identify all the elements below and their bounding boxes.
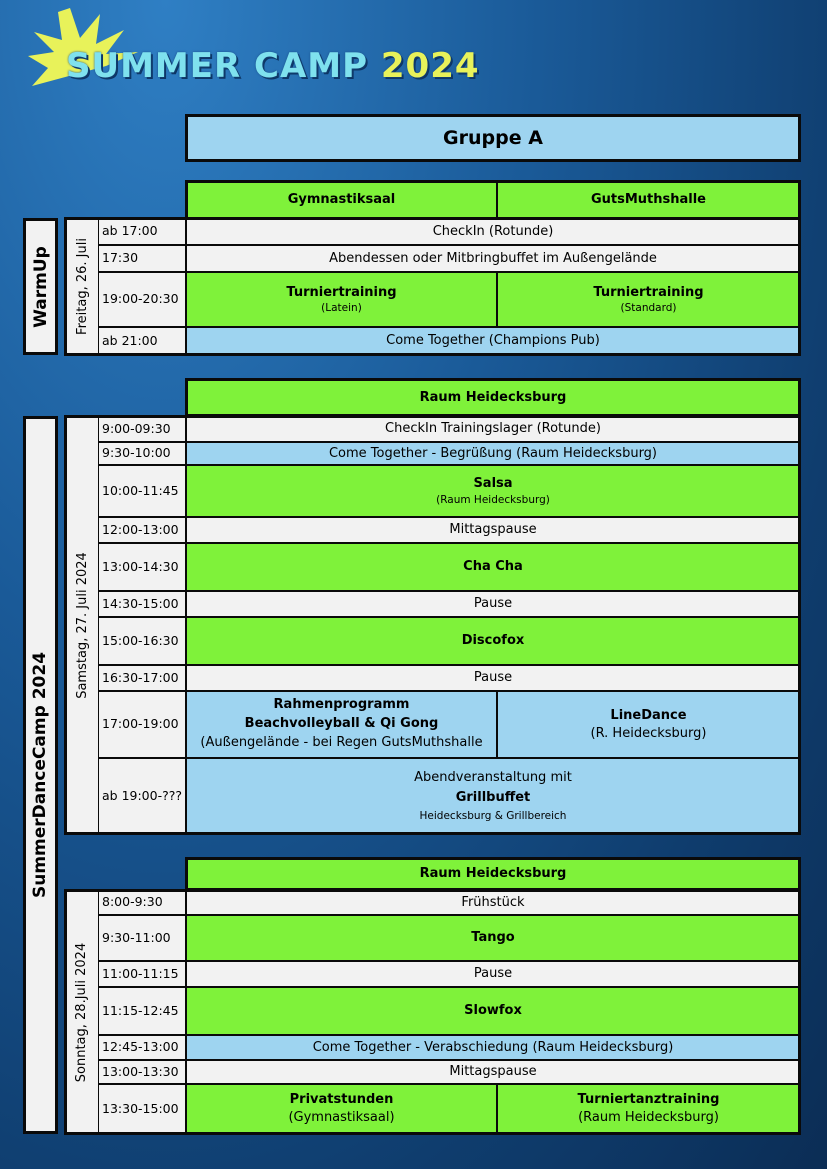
- group-title: Gruppe A: [185, 114, 801, 162]
- room-heidecksburg-sun: Raum Heidecksburg: [186, 858, 800, 890]
- camp-label: SummerDanceCamp 2024: [23, 416, 58, 1134]
- time-cell: 12:00-13:00: [98, 517, 186, 543]
- event-subtitle: (Standard): [620, 302, 677, 315]
- event-salsa: [186, 465, 800, 517]
- event-mittagspause: Mittagspause: [186, 1060, 800, 1084]
- time-cell: 14:30-15:00: [98, 591, 186, 617]
- event-title: Rahmenprogramm: [273, 697, 410, 713]
- logo-year: 2024: [380, 46, 480, 86]
- room-heidecksburg-sat: Raum Heidecksburg: [186, 379, 800, 416]
- time-cell: 13:30-15:00: [98, 1084, 186, 1134]
- event-subtitle: (R. Heidecksburg): [590, 725, 707, 741]
- event-pause: Pause: [186, 665, 800, 691]
- time-cell: 10:00-11:45: [98, 465, 186, 517]
- event-mittagspause: Mittagspause: [186, 517, 800, 543]
- time-cell: 12:45-13:00: [98, 1035, 186, 1060]
- room-gutsmuthshalle: GutsMuthshalle: [497, 181, 800, 219]
- summer-camp-logo: [28, 8, 480, 88]
- event-begruessung: Come Together - Begrüßung (Raum Heidecksburg): [186, 442, 800, 465]
- time-cell: 13:00-14:30: [98, 543, 186, 591]
- time-cell: 9:00-09:30: [98, 416, 186, 442]
- time-cell: 17:00-19:00: [98, 691, 186, 758]
- event-privatstunden: [186, 1084, 497, 1134]
- event-title: Turniertanztraining: [577, 1092, 720, 1108]
- time-cell: 9:30-10:00: [98, 442, 186, 465]
- sunday-date: Sonntag, 28.Juli 2024: [65, 890, 99, 1134]
- event-title: LineDance: [610, 707, 687, 723]
- event-title: Grillbuffet: [455, 789, 531, 805]
- time-cell: 8:00-9:30: [98, 890, 186, 915]
- event-title: Privatstunden: [289, 1092, 394, 1108]
- event-turniertraining-standard: [497, 272, 800, 327]
- event-subtitle: (Latein): [321, 302, 362, 315]
- time-cell: ab 21:00: [98, 327, 186, 355]
- event-slowfox: Slowfox: [186, 987, 800, 1035]
- warmup-label: WarmUp: [23, 218, 58, 355]
- event-turniertanztraining: [497, 1084, 800, 1134]
- time-cell: 11:00-11:15: [98, 961, 186, 987]
- event-verabschiedung: Come Together - Verabschiedung (Raum Heidecksburg): [186, 1035, 800, 1060]
- event-subtitle: (Außengelände - bei Regen GutsMuthshalle: [200, 734, 483, 750]
- time-cell: 17:30: [98, 245, 186, 272]
- event-pause: Pause: [186, 961, 800, 987]
- time-cell: ab 19:00-???: [98, 758, 186, 834]
- event-checkin: CheckIn (Rotunde): [186, 218, 800, 245]
- time-cell: 13:00-13:30: [98, 1060, 186, 1084]
- event-cha-cha: Cha Cha: [186, 543, 800, 591]
- event-rahmenprogramm: [186, 691, 497, 758]
- event-turniertraining-latein: [186, 272, 497, 327]
- event-title: Turniertraining: [593, 284, 704, 300]
- event-title: Abendveranstaltung mit: [414, 769, 572, 785]
- event-discofox: Discofox: [186, 617, 800, 665]
- event-dinner: Abendessen oder Mitbringbuffet im Außengelände: [186, 245, 800, 272]
- time-cell: 9:30-11:00: [98, 915, 186, 961]
- event-abendveranstaltung: [186, 758, 800, 834]
- event-come-together: Come Together (Champions Pub): [186, 327, 800, 355]
- room-gymnastiksaal: Gymnastiksaal: [186, 181, 497, 219]
- event-tango: Tango: [186, 915, 800, 961]
- event-checkin-trainingslager: CheckIn Trainingslager (Rotunde): [186, 416, 800, 442]
- time-cell: 15:00-16:30: [98, 617, 186, 665]
- time-cell: ab 17:00: [98, 218, 186, 245]
- event-title: Beachvolleyball & Qi Gong: [244, 716, 439, 732]
- event-linedance: [497, 691, 800, 758]
- saturday-date: Samstag, 27. Juli 2024: [65, 416, 99, 834]
- event-pause: Pause: [186, 591, 800, 617]
- event-subtitle: (Raum Heidecksburg): [578, 1110, 719, 1125]
- logo-title: SUMMER CAMP: [66, 46, 369, 86]
- event-subtitle: Heidecksburg & Grillbereich: [419, 810, 567, 822]
- event-title: Salsa: [473, 476, 513, 492]
- time-cell: 19:00-20:30: [98, 272, 186, 327]
- time-cell: 16:30-17:00: [98, 665, 186, 691]
- time-cell: 11:15-12:45: [98, 987, 186, 1035]
- warmup-date: Freitag, 26. Juli: [65, 218, 99, 355]
- event-title: Turniertraining: [286, 284, 397, 300]
- event-fruehstueck: Frühstück: [186, 890, 800, 915]
- event-subtitle: (Raum Heidecksburg): [436, 493, 550, 506]
- event-subtitle: (Gymnastiksaal): [288, 1110, 395, 1125]
